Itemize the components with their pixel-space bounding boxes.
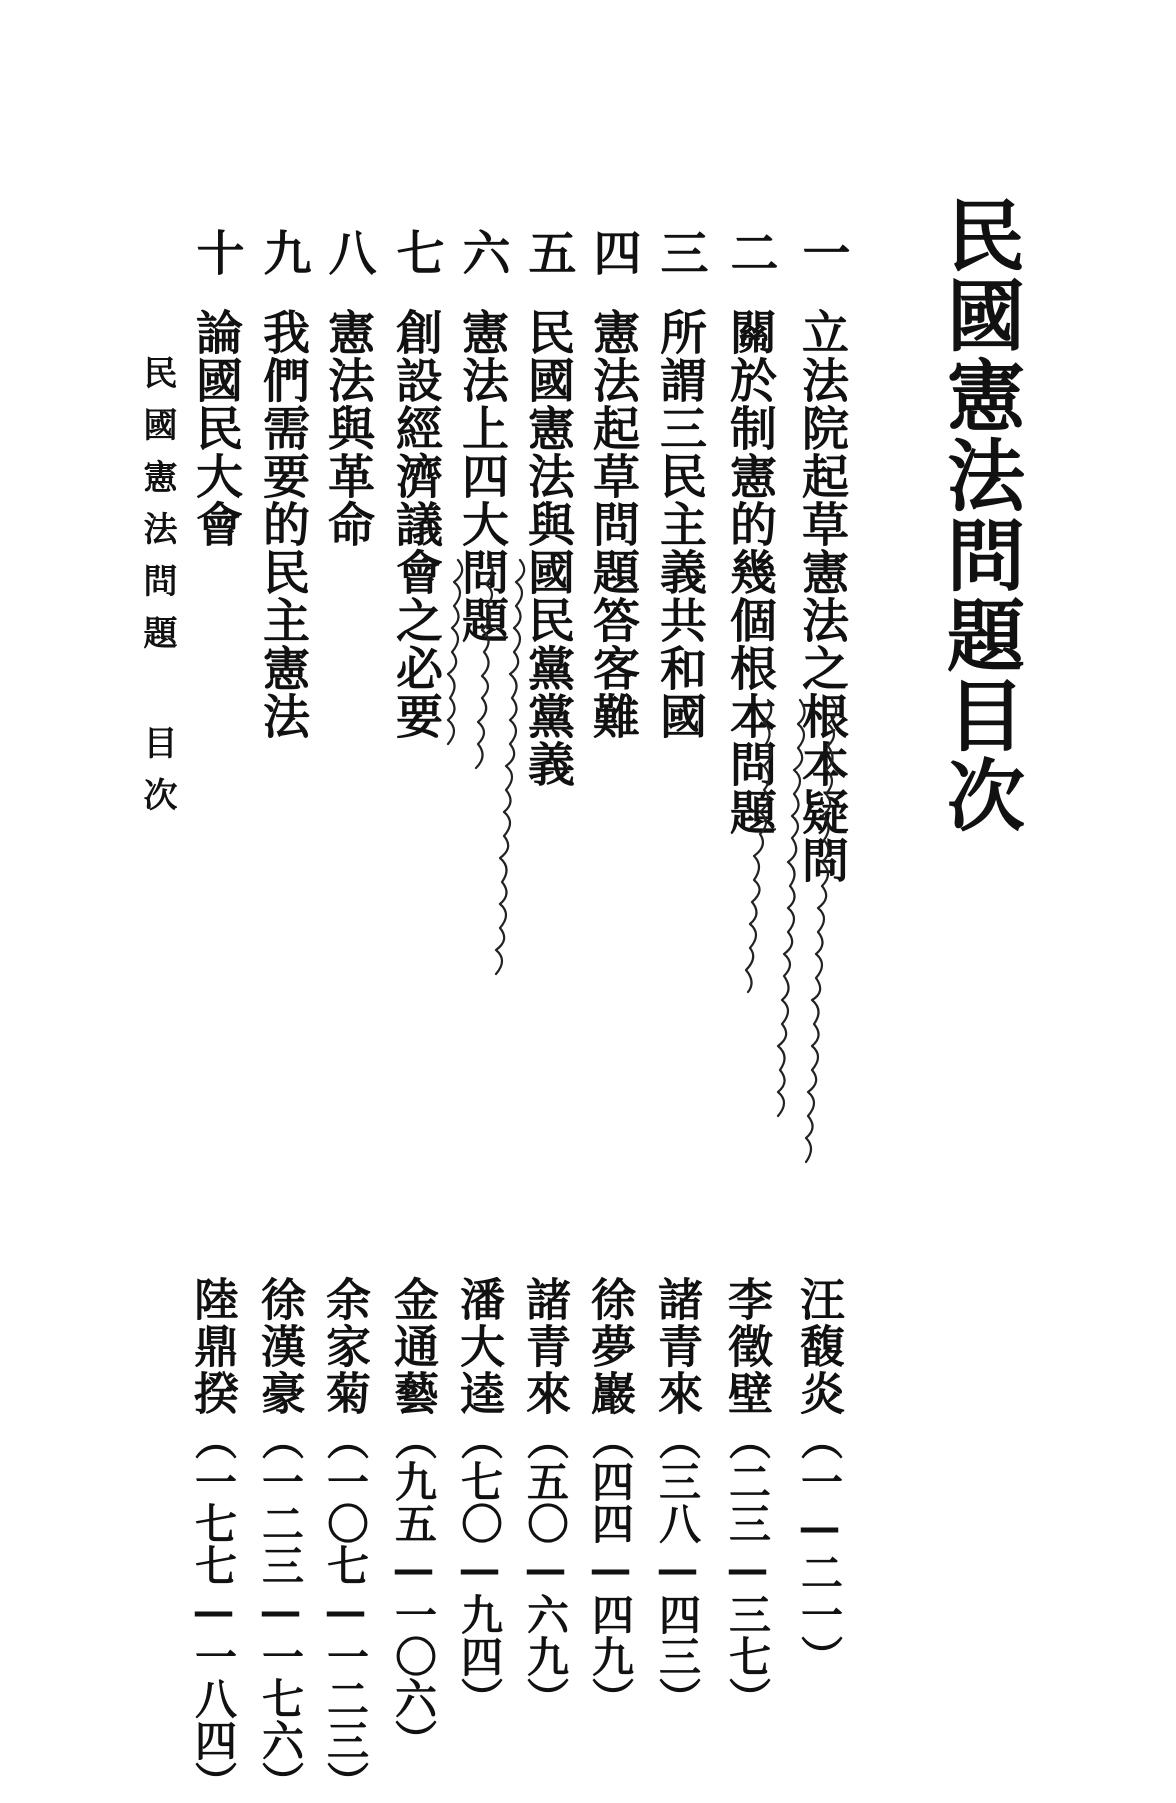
entry-author: 潘大逵 — [452, 1276, 505, 1417]
entry-chapter-title: 憲法上四大問題 — [454, 308, 509, 644]
entry-chapter-title: 論國民大會 — [188, 308, 243, 548]
entry-number: 二 — [722, 228, 778, 276]
entry-author: 金通藝 — [386, 1276, 439, 1417]
entry-page-range: （一〇七—一二三） — [321, 1418, 370, 1803]
entry-number: 六 — [454, 228, 510, 276]
toc-entry-6 — [452, 228, 522, 1719]
entry-number: 四 — [585, 228, 641, 276]
entry-page-range: （七〇—九四） — [455, 1418, 504, 1719]
entry-number: 三 — [652, 228, 708, 276]
book-title: 民國憲法問題目次 — [934, 195, 1025, 835]
entry-author: 諸青來 — [518, 1276, 571, 1417]
entry-page-range: （二三—三七） — [723, 1418, 772, 1719]
running-footer: 民國憲法問題 目次 — [137, 355, 177, 829]
entry-page-range: （一二三—一七六） — [256, 1418, 305, 1803]
entry-chapter-title: 憲法與革命 — [320, 308, 375, 548]
entry-chapter-title: 我們需要的民主憲法 — [255, 308, 310, 740]
entry-author: 徐漢豪 — [253, 1276, 306, 1417]
toc-entry-10 — [186, 228, 256, 1803]
entry-chapter-title: 所謂三民主義共和國 — [652, 308, 707, 740]
toc-entry-7 — [386, 228, 456, 1761]
entry-chapter-title: 憲法起草問題答客難 — [585, 308, 640, 740]
entry-author: 徐夢巖 — [583, 1276, 636, 1417]
entry-number: 八 — [320, 228, 376, 276]
toc-entry-4 — [583, 228, 653, 1719]
entry-page-range: （一七七—一八四） — [189, 1418, 238, 1803]
toc-entry-8 — [318, 228, 388, 1803]
entry-author: 李徵壁 — [720, 1276, 773, 1417]
entry-chapter-title: 民國憲法與國民黨黨義 — [520, 308, 575, 788]
entry-author: 諸青來 — [650, 1276, 703, 1417]
entry-author: 汪馥炎 — [792, 1276, 845, 1417]
entry-number: 五 — [520, 228, 576, 276]
toc-entry-3 — [650, 228, 720, 1719]
toc-entry-1 — [792, 228, 862, 1677]
entry-page-range: （九五—一〇六） — [389, 1418, 438, 1761]
entry-chapter-title: 創設經濟議會之必要 — [388, 308, 443, 740]
entry-chapter-title: 立法院起草憲法之根本疑問 — [794, 308, 849, 884]
toc-entry-5 — [518, 228, 588, 1719]
entry-page-range: （一—二一） — [795, 1418, 844, 1677]
entry-page-range: （三八—四三） — [653, 1418, 702, 1719]
entry-page-range: （四四—四九） — [586, 1418, 635, 1719]
toc-entry-2 — [720, 228, 790, 1719]
entry-number: 七 — [388, 228, 444, 276]
entry-number: 九 — [255, 228, 311, 276]
toc-entry-9 — [253, 228, 323, 1803]
entry-number: 一 — [794, 228, 850, 276]
entry-chapter-title: 關於制憲的幾個根本問題 — [722, 308, 777, 836]
entry-number: 十 — [188, 228, 244, 276]
entry-author: 陸鼎揆 — [186, 1276, 239, 1417]
entry-page-range: （五〇—六九） — [521, 1418, 570, 1719]
entry-author: 余家菊 — [318, 1276, 371, 1417]
